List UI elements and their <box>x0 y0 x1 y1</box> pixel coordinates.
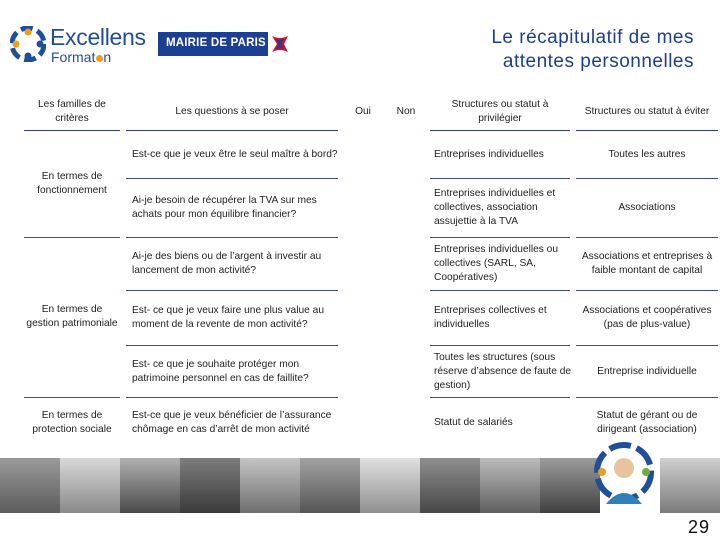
row-divider <box>576 237 718 238</box>
avoid-cell: Entreprise individuelle <box>597 366 697 377</box>
row-divider <box>576 178 718 179</box>
question-cell: Est-ce que je veux bénéficier de l’assurance chômage en cas d’arrêt de mon activité <box>132 410 332 435</box>
row-divider <box>576 345 718 346</box>
portrait-photo <box>300 458 360 513</box>
header-rule <box>24 130 120 131</box>
portrait-photo <box>60 458 120 513</box>
privileged-cell: Entreprises individuelles <box>434 149 544 160</box>
portrait-photo <box>480 458 540 513</box>
header-rule <box>126 130 338 131</box>
avoid-cell: Statut de gérant ou de dirigeant (association) <box>596 410 698 435</box>
question-cell: Ai-je besoin de récupérer la TVA sur mes achats pour mon équilibre financier? <box>132 195 317 220</box>
family-divider <box>24 237 120 238</box>
question-cell: Est- ce que je souhaite protéger mon patrimoine personnel en cas de faillite? <box>132 359 309 384</box>
avoid-cell: Toutes les autres <box>608 149 686 160</box>
privileged-cell: Entreprises collectives et individuelles <box>434 305 547 330</box>
header-questions: Les questions à se poser <box>175 106 289 117</box>
mairie-logo-text: MAIRIE DE PARIS <box>166 37 266 49</box>
privileged-cell: Statut de salariés <box>434 417 513 428</box>
privileged-cell: Entreprises individuelles et collectives, association assujettie à la TVA <box>434 188 556 227</box>
header-rule <box>430 130 570 131</box>
page-number: 29 <box>687 517 710 537</box>
row-divider <box>430 345 570 346</box>
row-divider <box>430 237 570 238</box>
row-divider <box>126 345 338 346</box>
portrait-photo <box>120 458 180 513</box>
slide-title-line-2: attentes personnelles <box>502 51 694 72</box>
header-non: Non <box>396 106 416 117</box>
row-divider <box>126 237 338 238</box>
header-rule <box>576 130 718 131</box>
family-gestion-patrimoniale: En termes de gestion patrimoniale <box>26 304 118 329</box>
family-divider <box>24 397 120 398</box>
row-divider <box>576 290 718 291</box>
row-divider <box>430 178 570 179</box>
family-protection-sociale: En termes de protection sociale <box>32 410 112 435</box>
colored-portrait-badge-icon <box>594 442 654 512</box>
portrait-photo <box>360 458 420 513</box>
logo-sub-text: Format n <box>51 49 112 65</box>
portrait-photo <box>540 458 600 513</box>
header-families: Les familles de critères <box>38 99 106 124</box>
avoid-cell: Associations et entreprises à faible montant de capital <box>581 251 713 276</box>
header-privileged: Structures ou statut à privilégier <box>451 99 549 124</box>
row-divider <box>126 397 338 398</box>
portrait-photo <box>420 458 480 513</box>
portrait-photo <box>180 458 240 513</box>
row-divider <box>430 397 570 398</box>
question-cell: Ai-je des biens ou de l’argent à investir au lancement de mon activité? <box>132 251 322 276</box>
avoid-cell: Associations <box>618 202 676 213</box>
portrait-photo <box>660 458 720 513</box>
family-fonctionnement: En termes de fonctionnement <box>37 171 107 196</box>
question-cell: Est- ce que je veux faire une plus value au moment de la revente de mon activité? <box>132 305 324 330</box>
header-avoid: Structures ou statut à éviter <box>584 106 710 117</box>
row-divider <box>126 290 338 291</box>
privileged-cell: Toutes les structures (sous réserve d’absence de faute de gestion) <box>434 352 572 391</box>
logo-main-text: Excellens <box>50 24 146 50</box>
row-divider <box>430 290 570 291</box>
header-oui: Oui <box>355 106 371 117</box>
row-divider <box>126 178 338 179</box>
privileged-cell: Entreprises individuelles ou collectives (SARL, SA, Coopératives) <box>434 244 559 283</box>
avoid-cell: Associations et coopératives (pas de plus-value) <box>582 305 712 330</box>
portrait-photo <box>0 458 60 513</box>
row-divider <box>576 397 718 398</box>
portrait-photo <box>240 458 300 513</box>
question-cell: Est-ce que je veux être le seul maître à bord? <box>132 149 338 160</box>
slide-title-line-1: Le récapitulatif de mes <box>491 27 694 48</box>
